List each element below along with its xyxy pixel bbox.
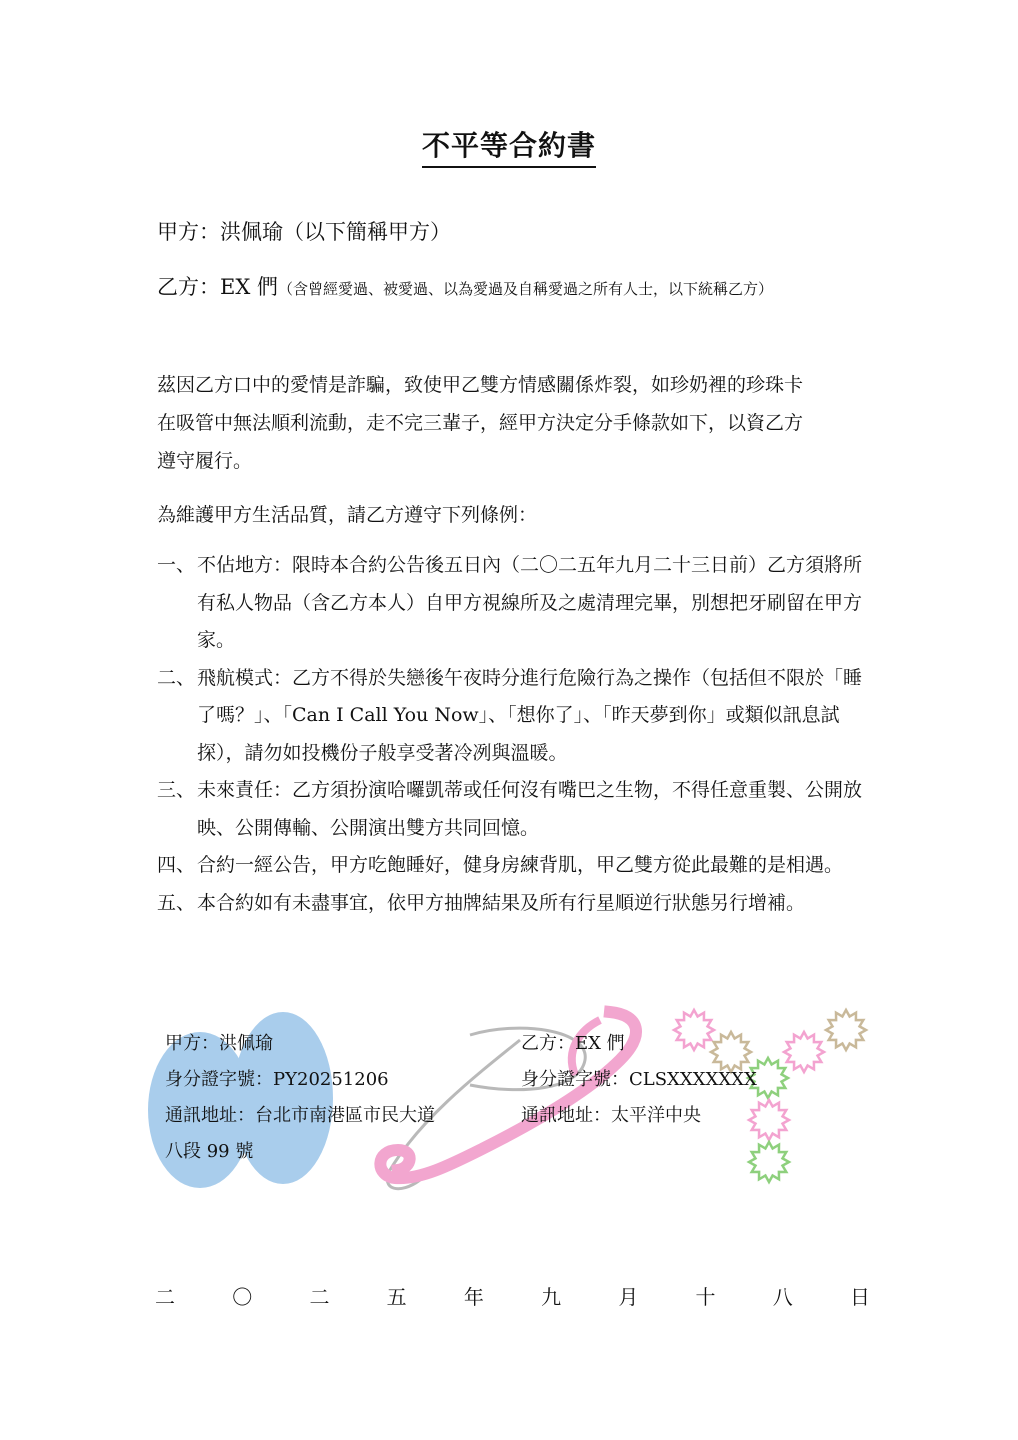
intro-line: 遵守履行。: [157, 450, 253, 472]
star-seal-icon: [784, 1032, 824, 1072]
date-char: 五: [386, 1285, 407, 1309]
clause-text: 不佔地方：限時本合約公告後五日內（二〇二五年九月二十三日前）乙方須將所有私人物品（含乙方本人）自甲方視線所及之處清理完畢，別想把牙刷留在甲方家。: [197, 554, 863, 651]
sig-b-name: 乙方：EX 們: [521, 1033, 625, 1054]
sig-a-address: 通訊地址：台北市南港區市民大道: [165, 1105, 435, 1126]
clause-text: 飛航模式：乙方不得於失戀後午夜時分進行危險行為之操作（包括但不限於「睡了嗎？」、「Can I Call You Now」、「想你了」、「昨天夢到你」或類似訊息試探），請勿如投機份子般享受著冷冽與溫暖。: [197, 666, 863, 764]
intro-line: 茲因乙方口中的愛情是詐騙，致使甲乙雙方情感關係炸裂，如珍奶裡的珍珠卡: [157, 374, 804, 396]
party-b-note: （含曾經愛過、被愛過、以為愛過及自稱愛過之所有人士，以下統稱乙方）: [277, 280, 773, 298]
clause-number: 五、: [157, 891, 196, 914]
clause-text: 本合約如有未盡事宜，依甲方抽牌結果及所有行星順逆行狀態另行增補。: [197, 891, 806, 914]
party-b-label: 乙方：EX 們: [157, 275, 278, 299]
signature-block-party-b: [521, 1026, 757, 1134]
clause-number: 一、: [157, 554, 196, 576]
sig-a-id: 身分證字號：PY20251206: [165, 1069, 389, 1090]
date-char: 日: [849, 1285, 870, 1309]
party-a-label: 甲方：洪佩瑜（以下簡稱甲方）: [157, 220, 451, 244]
date-char: 八: [772, 1285, 793, 1309]
sig-a-address-cont: 八段 99 號: [165, 1141, 254, 1162]
signature-block-party-a: [165, 1026, 435, 1170]
star-seal-icon: [826, 1010, 866, 1050]
clause-number: 二、: [157, 666, 196, 689]
date-char: 年: [463, 1285, 484, 1309]
signing-date: [150, 1281, 875, 1310]
date-char: 十: [695, 1285, 716, 1309]
preamble-text: 為維護甲方生活品質，請乙方遵守下列條例：: [157, 504, 538, 526]
document-title-text: 不平等合約書: [422, 129, 596, 168]
date-char: 二: [309, 1285, 330, 1309]
date-char: 九: [541, 1285, 562, 1309]
date-char: 〇: [232, 1285, 253, 1309]
intro-line: 在吸管中無法順利流動，走不完三輩子，經甲方決定分手條款如下，以資乙方: [157, 412, 804, 434]
clause-text: 合約一經公告，甲方吃飽睡好，健身房練背肌，甲乙雙方從此最難的是相遇。: [197, 854, 844, 876]
clause-number: 三、: [157, 779, 196, 801]
sig-b-address: 通訊地址：太平洋中央: [521, 1105, 701, 1126]
star-seal-icon: [749, 1142, 789, 1182]
sig-a-name: 甲方：洪佩瑜: [165, 1033, 273, 1054]
clause-number: 四、: [157, 854, 196, 876]
clause-text: 未來責任：乙方須扮演哈囉凱蒂或任何沒有嘴巴之生物，不得任意重製、公開放映、公開傳輸、公開演出雙方共同回憶。: [197, 779, 863, 839]
sig-b-id: 身分證字號：CLSXXXXXXX: [521, 1069, 757, 1090]
date-char: 月: [618, 1285, 639, 1309]
date-char: 二: [155, 1285, 175, 1309]
